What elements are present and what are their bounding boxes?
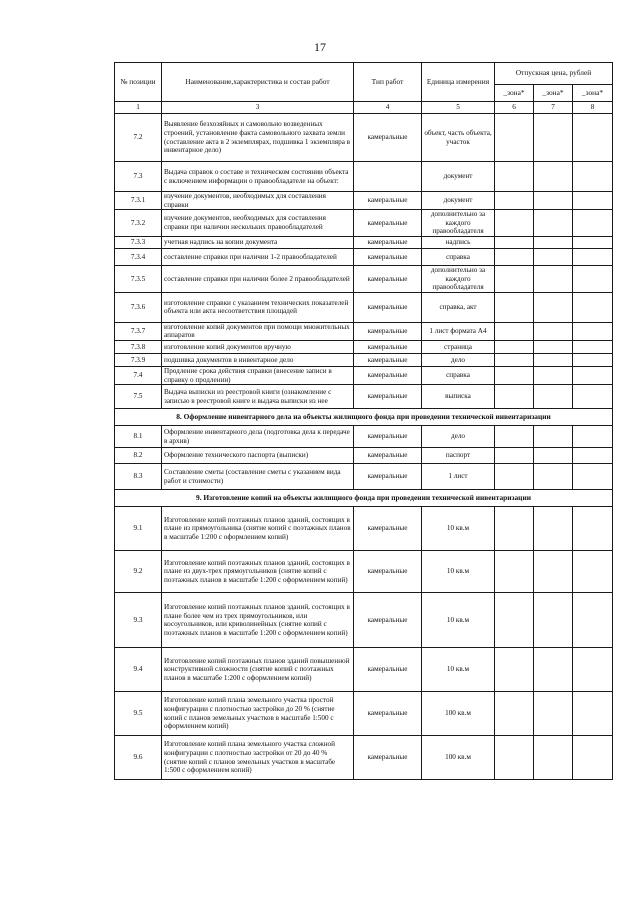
unit-cell: 10 кв.м (422, 648, 495, 692)
work-type-cell: камеральные (354, 736, 422, 780)
price-zone-1-cell (495, 648, 534, 692)
price-zone-2-cell (534, 114, 573, 162)
price-zone-3-cell (573, 366, 613, 384)
price-zone-2-cell (534, 192, 573, 210)
name-cell: Изготовление копий поэтажных планов зданий повышенной конструктивной сложности (снятие копий с поэтажных планов в масштабе 1:200 с оформлением копий) (162, 648, 354, 692)
work-type-cell: камеральные (354, 265, 422, 292)
table-body-part3 (115, 507, 613, 780)
table-row (115, 593, 613, 648)
work-type-cell: камеральные (354, 114, 422, 162)
unit-cell: 1 лист (422, 464, 495, 490)
header-name: Наименование,характеристика и состав работ (162, 63, 354, 102)
price-zone-1-cell (495, 162, 534, 192)
price-zone-3-cell (573, 265, 613, 292)
price-zone-2-cell (534, 265, 573, 292)
table-body-part2 (115, 426, 613, 490)
position-cell: 9.2 (115, 551, 162, 593)
position-cell: 9.4 (115, 648, 162, 692)
price-zone-2-cell (534, 736, 573, 780)
name-cell: Составление сметы (составление сметы с указанием вида работ и стоимости) (162, 464, 354, 490)
name-cell: подшивка документов в инвентарное дело (162, 353, 354, 366)
work-type-cell: камеральные (354, 353, 422, 366)
price-zone-2-cell (534, 464, 573, 490)
price-zone-1-cell (495, 340, 534, 353)
name-cell: изготовление справки с указанием технических показателей объекта или акта несоответствия площадей (162, 292, 354, 322)
name-cell: Выдача справок о составе и техническом состоянии объекта с включением информации о правообладателе на объект: (162, 162, 354, 192)
table-row (115, 292, 613, 322)
work-type-cell (354, 162, 422, 192)
position-cell: 7.3.7 (115, 322, 162, 340)
price-zone-1-cell (495, 353, 534, 366)
position-cell: 7.3.1 (115, 192, 162, 210)
work-type-cell: камеральные (354, 322, 422, 340)
name-cell: изготовление копий документов вручную (162, 340, 354, 353)
price-zone-3-cell (573, 322, 613, 340)
price-zone-2-cell (534, 648, 573, 692)
table-row (115, 551, 613, 593)
header-zone-1: _зона* (495, 85, 534, 102)
unit-cell: дело (422, 426, 495, 448)
work-type-cell: камеральные (354, 292, 422, 322)
position-cell: 9.5 (115, 692, 162, 736)
work-type-cell: камеральные (354, 366, 422, 384)
table-row (115, 426, 613, 448)
unit-cell: дело (422, 353, 495, 366)
unit-cell: справка (422, 248, 495, 265)
price-zone-2-cell (534, 507, 573, 551)
table-row (115, 114, 613, 162)
work-type-cell: камеральные (354, 426, 422, 448)
position-cell: 7.3.5 (115, 265, 162, 292)
price-zone-2-cell (534, 551, 573, 593)
work-type-cell: камеральные (354, 448, 422, 464)
name-cell: Продление срока действия справки (внесение записи в справку о продлении) (162, 366, 354, 384)
price-zone-2-cell (534, 162, 573, 192)
position-cell: 7.3.2 (115, 210, 162, 237)
name-cell: составление справки при наличии 1-2 правообладателей (162, 248, 354, 265)
unit-cell: справка, акт (422, 292, 495, 322)
price-zone-1-cell (495, 736, 534, 780)
name-cell: изучение документов, необходимых для составления справки при наличии нескольких правообладателей (162, 210, 354, 237)
section-title: 8. Оформление инвентарного дела на объекты жилищного фонда при проведении технической инвентаризации (115, 409, 613, 426)
unit-cell: надпись (422, 236, 495, 248)
name-cell: Оформление инвентарного дела (подготовка дела к передаче в архив) (162, 426, 354, 448)
price-zone-3-cell (573, 593, 613, 648)
work-type-cell: камеральные (354, 236, 422, 248)
column-number: 3 (162, 102, 354, 114)
header-work-type: Тип работ (354, 63, 422, 102)
work-type-cell: камеральные (354, 385, 422, 409)
unit-cell: страница (422, 340, 495, 353)
price-zone-3-cell (573, 236, 613, 248)
price-zone-1-cell (495, 322, 534, 340)
column-number: 4 (354, 102, 422, 114)
work-type-cell: камеральные (354, 340, 422, 353)
name-cell: изучение документов, необходимых для составления справки (162, 192, 354, 210)
table-row (115, 192, 613, 210)
table-row (115, 507, 613, 551)
price-zone-3-cell (573, 507, 613, 551)
price-zone-3-cell (573, 551, 613, 593)
price-zone-3-cell (573, 448, 613, 464)
table-row (115, 692, 613, 736)
price-zone-1-cell (495, 448, 534, 464)
unit-cell: 100 кв.м (422, 692, 495, 736)
name-cell: Оформление технического паспорта (выписки) (162, 448, 354, 464)
price-zone-1-cell (495, 426, 534, 448)
unit-cell: 10 кв.м (422, 593, 495, 648)
section-9 (115, 490, 613, 507)
work-type-cell: камеральные (354, 648, 422, 692)
price-zone-3-cell (573, 248, 613, 265)
position-cell: 8.1 (115, 426, 162, 448)
table-body-part1 (115, 114, 613, 409)
price-zone-1-cell (495, 385, 534, 409)
header-unit: Единица измерения (422, 63, 495, 102)
price-zone-2-cell (534, 292, 573, 322)
price-zone-3-cell (573, 353, 613, 366)
price-zone-3-cell (573, 692, 613, 736)
price-zone-3-cell (573, 464, 613, 490)
table-row (115, 736, 613, 780)
section-title: 9. Изготовление копий на объекты жилищного фонда при проведении технической инвентаризации (115, 490, 613, 507)
price-zone-1-cell (495, 692, 534, 736)
price-zone-1-cell (495, 248, 534, 265)
header-position: № позиции (115, 63, 162, 102)
table-row (115, 353, 613, 366)
position-cell: 8.2 (115, 448, 162, 464)
position-cell: 7.3.6 (115, 292, 162, 322)
table-row (115, 340, 613, 353)
column-number: 6 (495, 102, 534, 114)
price-zone-3-cell (573, 736, 613, 780)
unit-cell: объект, часть объекта, участок (422, 114, 495, 162)
name-cell: Изготовление копий плана земельного участка простой конфигурации с плотностью застройки до 20 % (снятие копий с планов земельных участков в масштабе 1:500 с оформлением копий) (162, 692, 354, 736)
position-cell: 9.3 (115, 593, 162, 648)
unit-cell: документ (422, 192, 495, 210)
position-cell: 7.2 (115, 114, 162, 162)
position-cell: 7.3.8 (115, 340, 162, 353)
work-type-cell: камеральные (354, 692, 422, 736)
name-cell: изготовление копий документов при помощи множительных аппаратов (162, 322, 354, 340)
table-row (115, 210, 613, 237)
column-number-row (115, 102, 613, 114)
price-zone-3-cell (573, 648, 613, 692)
unit-cell: 10 кв.м (422, 507, 495, 551)
position-cell: 7.3.9 (115, 353, 162, 366)
name-cell: Изготовление копий плана земельного участка сложной конфигурации с плотностью застройки от 20 до 40 % (снятие копий с планов земельных участков в масштабе 1:500 с оформлением копий) (162, 736, 354, 780)
unit-cell: дополнительно за каждого правообладателя (422, 210, 495, 237)
price-zone-1-cell (495, 507, 534, 551)
table-row (115, 162, 613, 192)
section-8 (115, 409, 613, 426)
unit-cell: 1 лист формата А4 (422, 322, 495, 340)
price-zone-3-cell (573, 292, 613, 322)
work-type-cell: камеральные (354, 210, 422, 237)
name-cell: Изготовление копий поэтажных планов зданий, состоящих в плане из двух-трех прямоугольников (снятие копий с поэтажных планов в масштабе 1:200 с оформлением копий) (162, 551, 354, 593)
price-zone-2-cell (534, 692, 573, 736)
price-zone-2-cell (534, 248, 573, 265)
price-zone-2-cell (534, 448, 573, 464)
price-zone-2-cell (534, 593, 573, 648)
header-zone-3: _зона* (573, 85, 613, 102)
work-type-cell: камеральные (354, 248, 422, 265)
price-zone-1-cell (495, 192, 534, 210)
table-row (115, 236, 613, 248)
table-row (115, 385, 613, 409)
unit-cell: дополнительно за каждого правообладателя (422, 265, 495, 292)
table-row (115, 265, 613, 292)
unit-cell: 100 кв.м (422, 736, 495, 780)
name-cell: учетная надпись на копии документа (162, 236, 354, 248)
price-zone-1-cell (495, 292, 534, 322)
position-cell: 7.4 (115, 366, 162, 384)
price-zone-3-cell (573, 426, 613, 448)
price-zone-1-cell (495, 593, 534, 648)
price-zone-2-cell (534, 385, 573, 409)
position-cell: 7.3 (115, 162, 162, 192)
name-cell: Выявление безхозяйных и самовольно возведенных строений, установление факта самовольного захвата земли (составление акта в 2 экземплярах, подшивка 1 экземпляра в инвентарное дело) (162, 114, 354, 162)
price-zone-3-cell (573, 114, 613, 162)
column-number: 8 (573, 102, 613, 114)
unit-cell: выписка (422, 385, 495, 409)
work-type-cell: камеральные (354, 593, 422, 648)
price-zone-2-cell (534, 366, 573, 384)
table-row (115, 464, 613, 490)
price-zone-1-cell (495, 551, 534, 593)
unit-cell: паспорт (422, 448, 495, 464)
work-type-cell: камеральные (354, 464, 422, 490)
price-zone-1-cell (495, 236, 534, 248)
position-cell: 9.6 (115, 736, 162, 780)
position-cell: 7.3.3 (115, 236, 162, 248)
column-number: 7 (534, 102, 573, 114)
header-price: Отпускная цена, рублей (495, 63, 613, 85)
position-cell: 7.3.4 (115, 248, 162, 265)
table-row (115, 248, 613, 265)
price-zone-1-cell (495, 464, 534, 490)
column-number: 1 (115, 102, 162, 114)
price-zone-1-cell (495, 210, 534, 237)
price-zone-2-cell (534, 340, 573, 353)
price-zone-1-cell (495, 265, 534, 292)
table-row (115, 448, 613, 464)
table-row (115, 648, 613, 692)
price-zone-2-cell (534, 322, 573, 340)
price-zone-2-cell (534, 210, 573, 237)
price-zone-3-cell (573, 192, 613, 210)
unit-cell: 10 кв.м (422, 551, 495, 593)
price-zone-2-cell (534, 353, 573, 366)
header-zone-2: _зона* (534, 85, 573, 102)
name-cell: Изготовление копий поэтажных планов зданий, состоящих в плане более чем из трех прямоугольников, или косоугольников, или криволинейных (снятие копий с поэтажных планов в масштабе 1:200 с оформлением копий) (162, 593, 354, 648)
position-cell: 7.5 (115, 385, 162, 409)
name-cell: Изготовление копий поэтажных планов зданий, состоящих в плане из прямоугольника (снятие копий с поэтажных планов в масштабе 1:200 с оформлением копий) (162, 507, 354, 551)
price-zone-1-cell (495, 366, 534, 384)
name-cell: составление справки при наличии более 2 правообладателей (162, 265, 354, 292)
price-zone-3-cell (573, 210, 613, 237)
price-zone-3-cell (573, 162, 613, 192)
price-zone-3-cell (573, 385, 613, 409)
work-type-cell: камеральные (354, 192, 422, 210)
price-zone-2-cell (534, 236, 573, 248)
column-number: 5 (422, 102, 495, 114)
table-row (115, 322, 613, 340)
tariff-table (114, 62, 613, 780)
page-number: 17 (314, 40, 326, 54)
unit-cell: справка (422, 366, 495, 384)
position-cell: 8.3 (115, 464, 162, 490)
price-zone-3-cell (573, 340, 613, 353)
unit-cell: документ (422, 162, 495, 192)
position-cell: 9.1 (115, 507, 162, 551)
price-zone-1-cell (495, 114, 534, 162)
price-zone-2-cell (534, 426, 573, 448)
name-cell: Выдача выписки из реестровой книги (ознакомление с записью в реестровой книге и выдача выписки из нее (162, 385, 354, 409)
work-type-cell: камеральные (354, 507, 422, 551)
work-type-cell: камеральные (354, 551, 422, 593)
table-row (115, 366, 613, 384)
